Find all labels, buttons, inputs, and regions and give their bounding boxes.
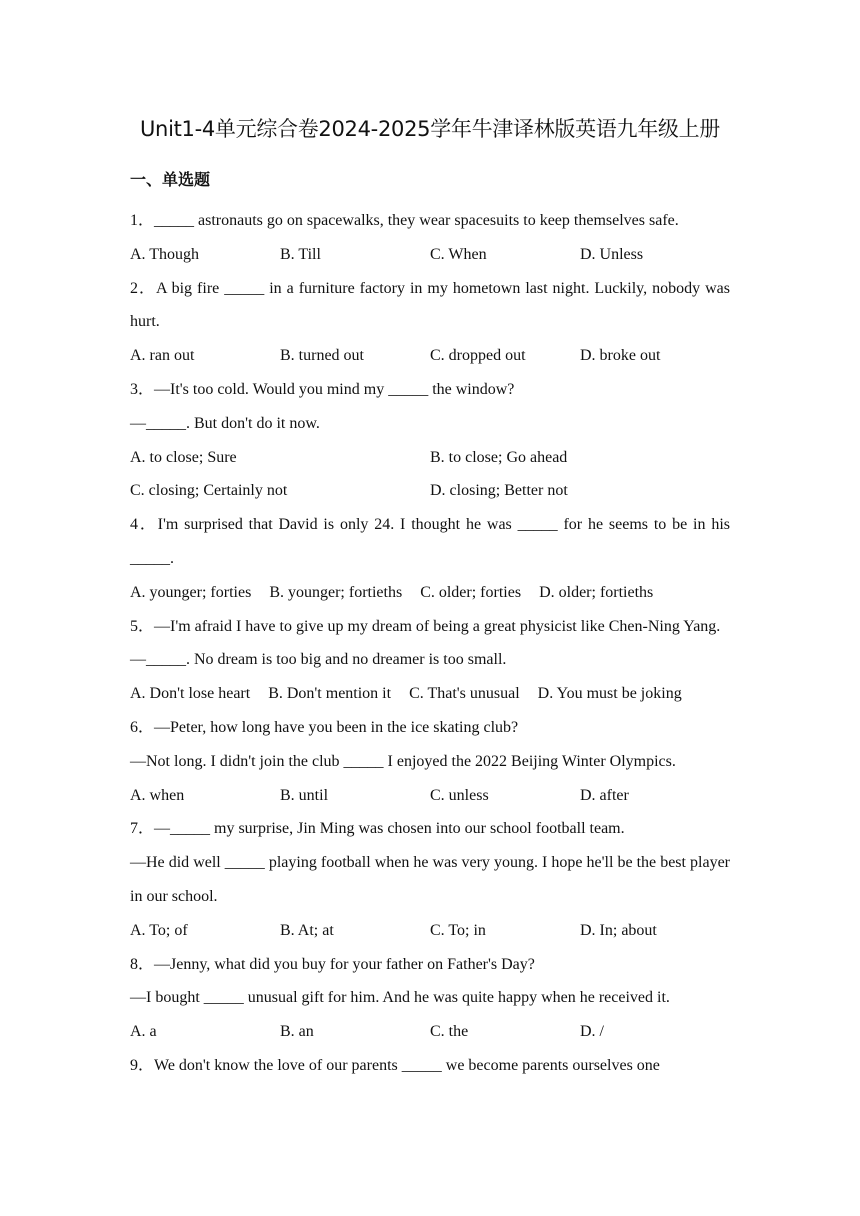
option-a: A. younger; forties [130, 583, 252, 601]
option-b: B. Till [280, 245, 321, 263]
option-d: D. closing; Better not [430, 482, 568, 500]
option-c: C. older; forties [420, 583, 522, 601]
question-5-stem: 5．—I'm afraid I have to give up my dream of being a great physicist like Chen-Ning Yang. [130, 617, 721, 635]
question-2-stem: 2．A big fire _____ in a furniture factory in my hometown last night. Luckily, nobody was hurt. [130, 279, 730, 331]
option-c: C. To; in [430, 921, 486, 939]
option-b: B. younger; fortieths [269, 583, 403, 601]
option-b: B. until [280, 786, 329, 804]
option-d: D. You must be joking [537, 685, 682, 703]
question-7 [130, 812, 730, 947]
option-b: B. to close; Go ahead [430, 448, 568, 466]
question-8-stem: 8．—Jenny, what did you buy for your father on Father's Day? [130, 955, 535, 973]
question-4-stem: 4．I'm surprised that David is only 24. I thought he was _____ for he seems to be in his _____. [130, 516, 730, 567]
question-3-stem: 3．—It's too cold. Would you mind my _____ the window? [130, 380, 515, 398]
option-a: A. to close; Sure [130, 448, 237, 466]
option-b: B. an [280, 1023, 314, 1041]
option-a: A. Don't lose heart [130, 685, 251, 703]
option-d: D. / [580, 1023, 604, 1041]
option-a: A. a [130, 1023, 157, 1041]
question-7-options [130, 914, 730, 948]
option-d: D. Unless [580, 245, 644, 263]
question-3-options-row-2 [130, 474, 730, 508]
question-6 [130, 711, 730, 812]
question-2-options [130, 339, 730, 373]
question-9 [130, 1049, 730, 1083]
question-2 [130, 272, 730, 373]
question-5-response: —_____. No dream is too big and no dreamer is too small. [130, 651, 507, 669]
question-1-options [130, 238, 730, 272]
document-title: Unit1-4单元综合卷2024-2025学年牛津译林版英语九年级上册 [139, 117, 720, 141]
question-7-stem: 7．—_____ my surprise, Jin Ming was chosen into our school football team. [130, 820, 625, 838]
option-d: D. after [580, 786, 629, 804]
question-6-stem: 6．—Peter, how long have you been in the ice skating club? [130, 718, 519, 736]
option-a: A. To; of [130, 921, 188, 939]
question-6-response: —Not long. I didn't join the club _____ I enjoyed the 2022 Beijing Winter Olympics. [130, 752, 676, 770]
option-a: A. when [130, 786, 185, 804]
option-a: A. ran out [130, 347, 195, 365]
option-c: C. closing; Certainly not [130, 482, 288, 500]
option-c: C. When [430, 245, 487, 263]
option-b: B. At; at [280, 921, 334, 939]
question-3-response: —_____. But don't do it now. [130, 414, 320, 432]
option-a: A. Though [130, 245, 200, 263]
question-8 [130, 948, 730, 1049]
option-d: D. In; about [580, 921, 657, 939]
question-4 [130, 508, 730, 609]
option-c: C. the [430, 1023, 469, 1041]
section-heading: 一、单选题 [130, 170, 211, 189]
question-3-options-row-1 [130, 441, 730, 475]
question-1-stem: 1．_____ astronauts go on spacewalks, they wear spacesuits to keep themselves safe. [130, 212, 679, 229]
option-b: B. turned out [280, 347, 364, 365]
question-1 [130, 204, 730, 272]
question-8-response: —I bought _____ unusual gift for him. And he was quite happy when he received it. [130, 989, 670, 1007]
question-7-response: —He did well _____ playing football when he was very young. I hope he'll be the best player in our school. [130, 854, 730, 905]
option-d: D. older; fortieths [539, 583, 654, 601]
question-4-options [130, 576, 730, 610]
option-d: D. broke out [580, 347, 661, 365]
question-9-stem: 9．We don't know the love of our parents _____ we become parents ourselves one [130, 1056, 660, 1074]
option-c: C. unless [430, 786, 489, 804]
question-6-options [130, 779, 730, 813]
option-c: C. That's unusual [409, 685, 520, 703]
document-page [130, 112, 730, 1083]
question-8-options [130, 1015, 730, 1049]
option-c: C. dropped out [430, 347, 526, 365]
question-3 [130, 373, 730, 508]
question-5-options [130, 677, 730, 711]
option-b: B. Don't mention it [268, 685, 392, 703]
question-5 [130, 610, 730, 711]
